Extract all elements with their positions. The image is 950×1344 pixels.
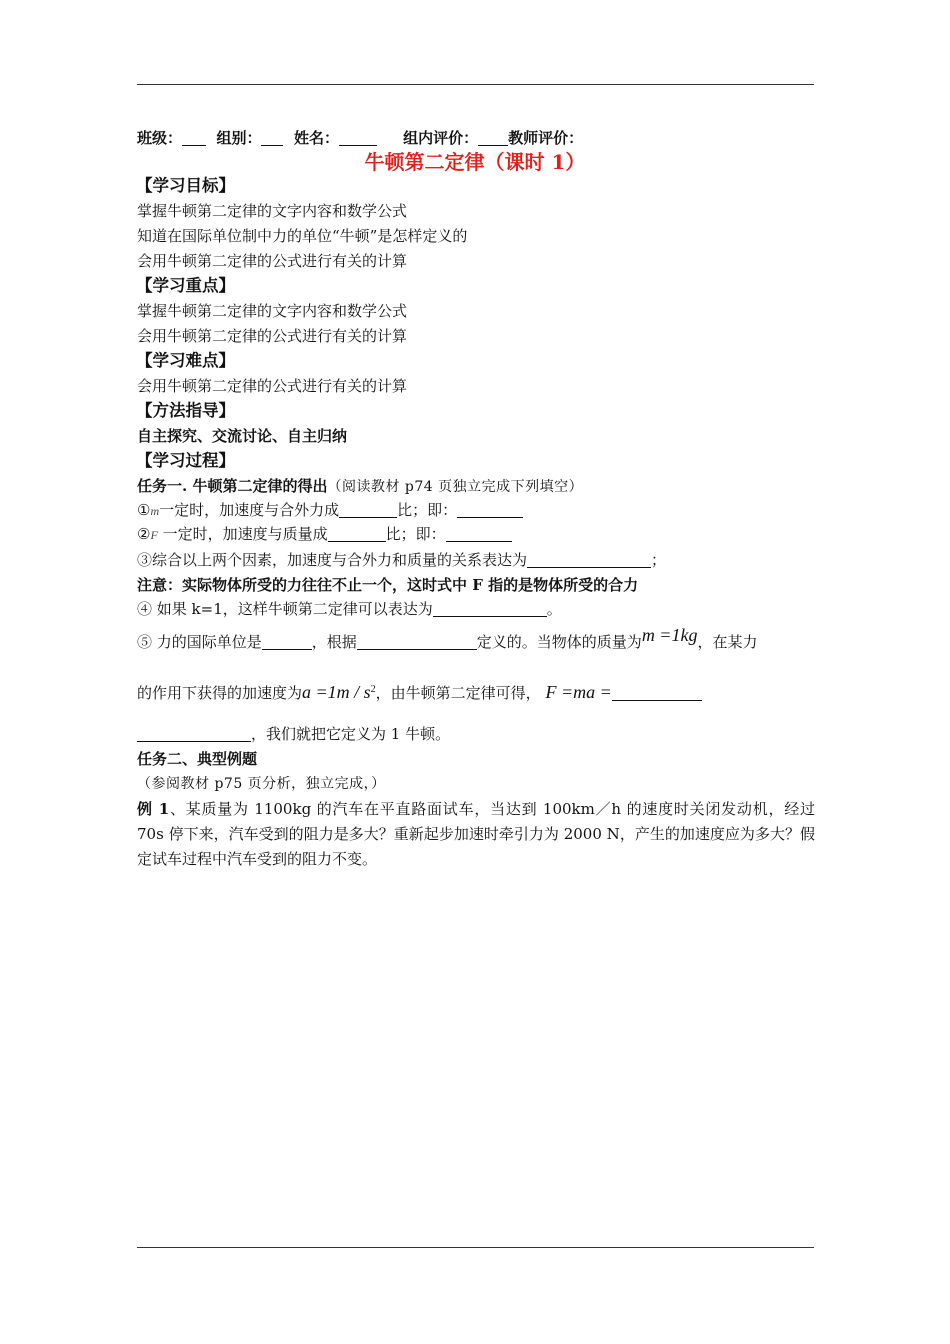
task1-item5-line1 [137,625,758,652]
focus-item: 会用牛顿第二定律的公式进行有关的计算 [137,327,408,345]
difficulty-item: 会用牛顿第二定律的公式进行有关的计算 [137,377,408,395]
task1-note: （阅读教材 p74 页独立完成下列填空） [327,479,584,495]
task1-item5-line3 [137,724,450,744]
item-number: ① [137,501,151,519]
item1-text: 一定时，加速度与合外力成 [159,501,340,519]
task1-item4 [137,599,562,619]
class-label: 班级： [137,129,183,147]
goals-heading: 【学习目标】 [136,176,235,195]
item1-blank-ratio[interactable] [339,502,397,518]
name-label: 姓名： [293,129,339,147]
page-title: 牛顿第二定律（课时 1） [364,150,586,174]
teacher-eval-label: 教师评价： [508,129,584,147]
item5-blank-unit[interactable] [262,634,312,650]
example-label: 例 1 [137,800,170,818]
mass-formula: m =1kg [641,625,698,645]
item3-blank[interactable] [527,552,651,568]
item4-blank[interactable] [433,601,547,617]
example-text: 、某质量为 1100kg 的汽车在平直路面试车，当达到 100km／h 的速度时关闭发动机，经过 70s 停下来，汽车受到的阻力是多大？重新起步加速时牵引力为 2000 N，产生的加速度应为多大？假定试车过程中汽车受到的阻力不变。 [137,800,815,868]
item5-text-f: ，由牛顿第二定律可得， [375,684,541,702]
group-label: 组别： [216,129,262,147]
item5-text-b: ，根据 [311,633,357,651]
method-heading: 【方法指导】 [136,401,235,420]
item5-blank-basis[interactable] [357,634,477,650]
example-1 [137,797,815,872]
item5-text-d: ，在某力 [697,633,758,651]
item2-blank-formula[interactable] [446,526,512,542]
newton-formula: F =ma = [545,682,612,702]
item5-text-g: ，我们就把它定义为 1 牛顿。 [251,725,451,743]
header-rule [137,84,814,85]
peer-eval-blank[interactable] [478,130,508,146]
method-text: 自主探究、交流讨论、自主归纳 [137,427,348,445]
item5-blank-formula[interactable] [612,685,702,701]
task2-note: （参阅教材 p75 页分析，独立完成，） [137,776,386,792]
item5-text-e: 的作用下获得的加速度为 [137,684,303,702]
item1-text-b: 比；即： [397,501,458,519]
item5-text-a: ⑤ 力的国际单位是 [137,633,262,651]
goal-item: 知道在国际单位制中力的单位“牛顿”是怎样定义的 [137,227,468,245]
task2-title: 任务二、典型例题 [137,750,258,768]
task1-item5-line2 [137,680,702,703]
item2-text: 一定时，加速度与质量成 [162,525,328,543]
class-blank[interactable] [182,130,206,146]
item2-blank-ratio[interactable] [328,526,386,542]
goal-item: 会用牛顿第二定律的公式进行有关的计算 [137,252,408,270]
mass-symbol: m [150,504,160,518]
item-number: ② [137,525,151,543]
item4-end: 。 [546,600,562,618]
acceleration-exponent: 2 [370,684,376,695]
group-blank[interactable] [261,130,283,146]
footer-rule [137,1247,814,1248]
focus-heading: 【学习重点】 [136,276,235,295]
acceleration-formula: a =1m / s [302,682,371,702]
task1-item1 [137,500,523,521]
task1-title: 任务一. 牛顿第二定律的得出 [137,477,328,495]
name-blank[interactable] [339,130,377,146]
process-heading: 【学习过程】 [136,451,235,470]
task1-item3 [137,550,666,570]
peer-eval-label: 组内评价： [403,129,479,147]
item3-end: ； [651,551,667,569]
item2-text-b: 比；即： [385,525,446,543]
attention-note: 注意：实际物体所受的力往往不止一个，这时式中 F 指的是物体所受的合力 [137,576,639,594]
student-info-line [137,128,583,148]
force-symbol: F [150,528,158,542]
goal-item: 掌握牛顿第二定律的文字内容和数学公式 [137,202,408,220]
item4-text: ④ 如果 k=1，这样牛顿第二定律可以表达为 [137,600,433,618]
difficulty-heading: 【学习难点】 [136,351,235,370]
item5-text-c: 定义的。当物体的质量为 [476,633,642,651]
item5-blank-result[interactable] [137,726,251,742]
focus-item: 掌握牛顿第二定律的文字内容和数学公式 [137,302,408,320]
task1-item2 [137,524,512,545]
item1-blank-formula[interactable] [457,502,523,518]
item3-text: ③综合以上两个因素，加速度与合外力和质量的关系表达为 [137,551,528,569]
task1-heading [137,476,583,497]
